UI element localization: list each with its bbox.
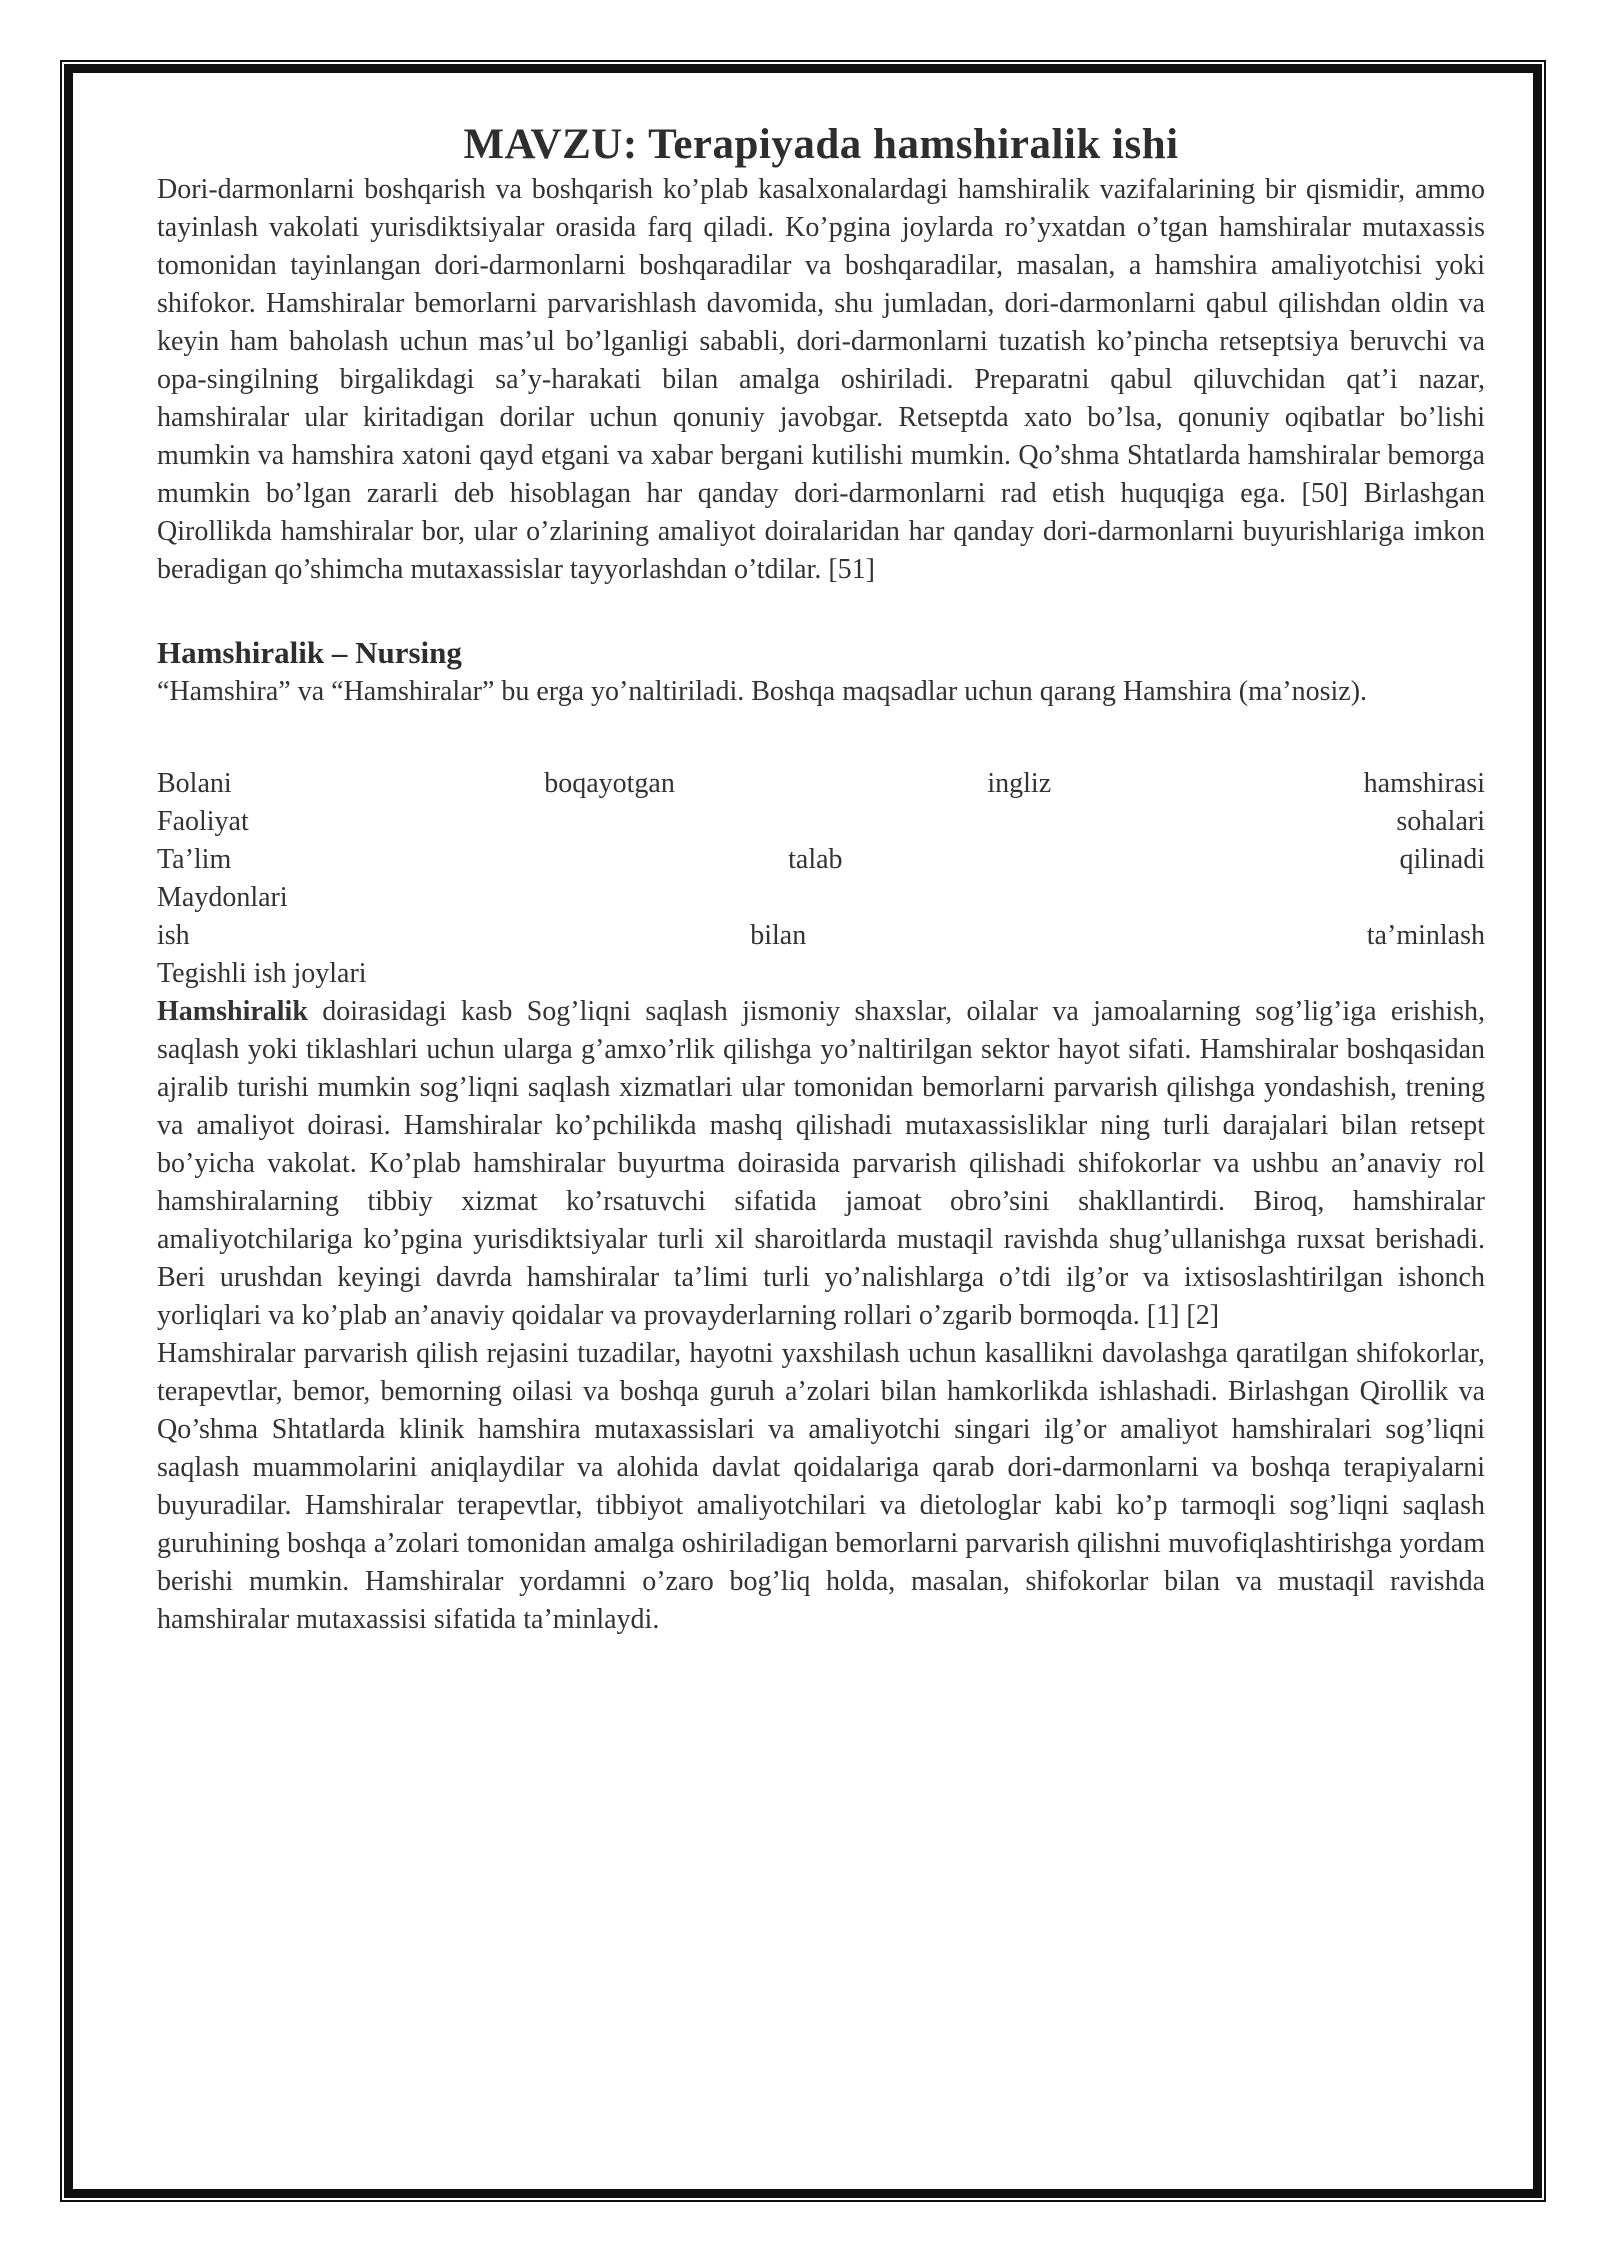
- paragraph-definition-body: doirasidagi kasb Sog’liqni saqlash jismoniy shaxslar, oilalar va jamoalarning sog’lig’iga erishish, saqlash yoki tiklashlari uchun ularga g’amxo’rlik qilishga yo’naltirilgan sektor hayot sifati. Hamshiralar boshqasidan ajralib turishi mumkin sog’liqni saqlash xizmatlari ular tomonidan bemorlarni parvarish qilishga yondashish, trening va amaliyot doirasi. Hamshiralar ko’pchilikda mashq qilishadi mutaxassisliklar ning turli darajalari bilan retsept bo’yicha vakolat. Ko’plab hamshiralar buyurtma doirasida parvarish qilishadi shifokorlar va ushbu an’anaviy rol hamshiralarning tibbiy xizmat ko’rsatuvchi sifatida jamoat obro’sini shakllantirdi. Biroq, hamshiralar amaliyotchilariga ko’pgina yurisdiktsiyalar turli xil sharoitlarda mustaqil ravishda shug’ullanishga ruxsat berishadi. Beri urushdan keyingi davrda hamshiralar ta’limi turli yo’nalishlarga o’tdi ilg’or va ixtisoslashtirilgan ishonch yorliqlari va ko’plab an’anaviy qoidalar va provayderlarning rollari o’zgarib bormoqda. [1] [2]: [157, 996, 1485, 1331]
- page-content: [73, 73, 1533, 2189]
- spread-list-line: [157, 917, 1485, 955]
- spread-list-word: ish: [157, 920, 190, 951]
- spread-list-word: sohalari: [1396, 806, 1485, 837]
- section-heading-nursing: Hamshiralik – Nursing: [157, 635, 462, 670]
- spread-list-word: Tegishli ish joylari: [157, 958, 367, 989]
- paragraph-intro: Dori-darmonlarni boshqarish va boshqarish ko’plab kasalxonalardagi hamshiralik vazifalarining bir qismidir, ammo tayinlash vakolati yurisdiktsiyalar orasida farq qiladi. Ko’pgina joylarda ro’yxatdan o’tgan hamshiralar mutaxassis tomonidan tayinlangan dori-darmonlarni boshqaradilar va boshqaradilar, masalan, a hamshira amaliyotchisi yoki shifokor. Hamshiralar bemorlarni parvarishlash davomida, shu jumladan, dori-darmonlarni qabul qilishdan oldin va keyin ham baholash uchun mas’ul bo’lganligi sababli, dori-darmonlarni tuzatish ko’pincha retseptsiya beruvchi va opa-singilning birgalikdagi sa’y-harakati bilan amalga oshiriladi. Preparatni qabul qiluvchidan qat’i nazar, hamshiralar ular kiritadigan dorilar uchun qonuniy javobgar. Retseptda xato bo’lsa, qonuniy oqibatlar bo’lishi mumkin va hamshira xatoni qayd etgani va xabar bergani kutilishi mumkin. Qo’shma Shtatlarda hamshiralar bemorga mumkin bo’lgan zararli deb hisoblagan har qanday dori-darmonlarni rad etish huquqiga ega. [50] Birlashgan Qirollikda hamshiralar bor, ular o’zlarining amaliyot doiralaridan har qanday dori-darmonlarni buyurishlariga imkon beradigan qo’shimcha mutaxassislar tayyorlashdan o’tdilar. [51]: [157, 174, 1485, 585]
- spread-list-word: Faoliyat: [157, 806, 249, 837]
- spread-list-line: [157, 841, 1485, 879]
- spread-list-word: Ta’lim: [157, 844, 232, 875]
- spread-list-word: ta’minlash: [1366, 920, 1485, 951]
- spread-list-line: [157, 765, 1485, 803]
- spread-list-word: boqayotgan: [544, 768, 675, 799]
- spread-list: [157, 765, 1485, 993]
- spread-list-word: talab: [788, 844, 843, 875]
- spread-list-line: [157, 879, 1485, 917]
- paragraph-definition-lead: Hamshiralik: [157, 996, 308, 1027]
- paragraph-redirect: “Hamshira” va “Hamshiralar” bu erga yo’naltiriladi. Boshqa maqsadlar uchun qarang Hamshira (ma’nosiz).: [157, 676, 1368, 707]
- spread-list-word: bilan: [750, 920, 807, 951]
- spread-list-line: [157, 955, 1485, 993]
- paragraph-definition: [157, 993, 1485, 1335]
- spread-list-line: [157, 803, 1485, 841]
- spread-list-word: hamshirasi: [1363, 768, 1485, 799]
- spread-list-word: Maydonlari: [157, 882, 288, 913]
- paragraph-care-plan: Hamshiralar parvarish qilish rejasini tuzadilar, hayotni yaxshilash uchun kasallikni davolashga qaratilgan shifokorlar, terapevtlar, bemor, bemorning oilasi va boshqa guruh a’zolari bilan hamkorlikda ishlashadi. Birlashgan Qirollik va Qo’shma Shtatlarda klinik hamshira mutaxassislari va amaliyotchi singari ilg’or amaliyot hamshiralari sog’liqni saqlash muammolarini aniqlaydilar va alohida davlat qoidalariga qarab dori-darmonlarni va boshqa terapiyalarni buyuradilar. Hamshiralar terapevtlar, tibbiyot amaliyotchilari va dietologlar kabi ko’p tarmoqli sog’liqni saqlash guruhining boshqa a’zolari tomonidan amalga oshiriladigan bemorlarni parvarish qilishni muvofiqlashtirishga yordam berishi mumkin. Hamshiralar yordamni o’zaro bog’liq holda, masalan, shifokorlar bilan va mustaqil ravishda hamshiralar mutaxassisi sifatida ta’minlaydi.: [157, 1338, 1485, 1635]
- document-title: MAVZU: Terapiyada hamshiralik ishi: [463, 121, 1179, 168]
- spread-list-word: ingliz: [987, 768, 1052, 799]
- spread-list-word: Bolani: [157, 768, 232, 799]
- page-border-frame: [64, 64, 1542, 2198]
- spread-list-word: qilinadi: [1399, 844, 1485, 875]
